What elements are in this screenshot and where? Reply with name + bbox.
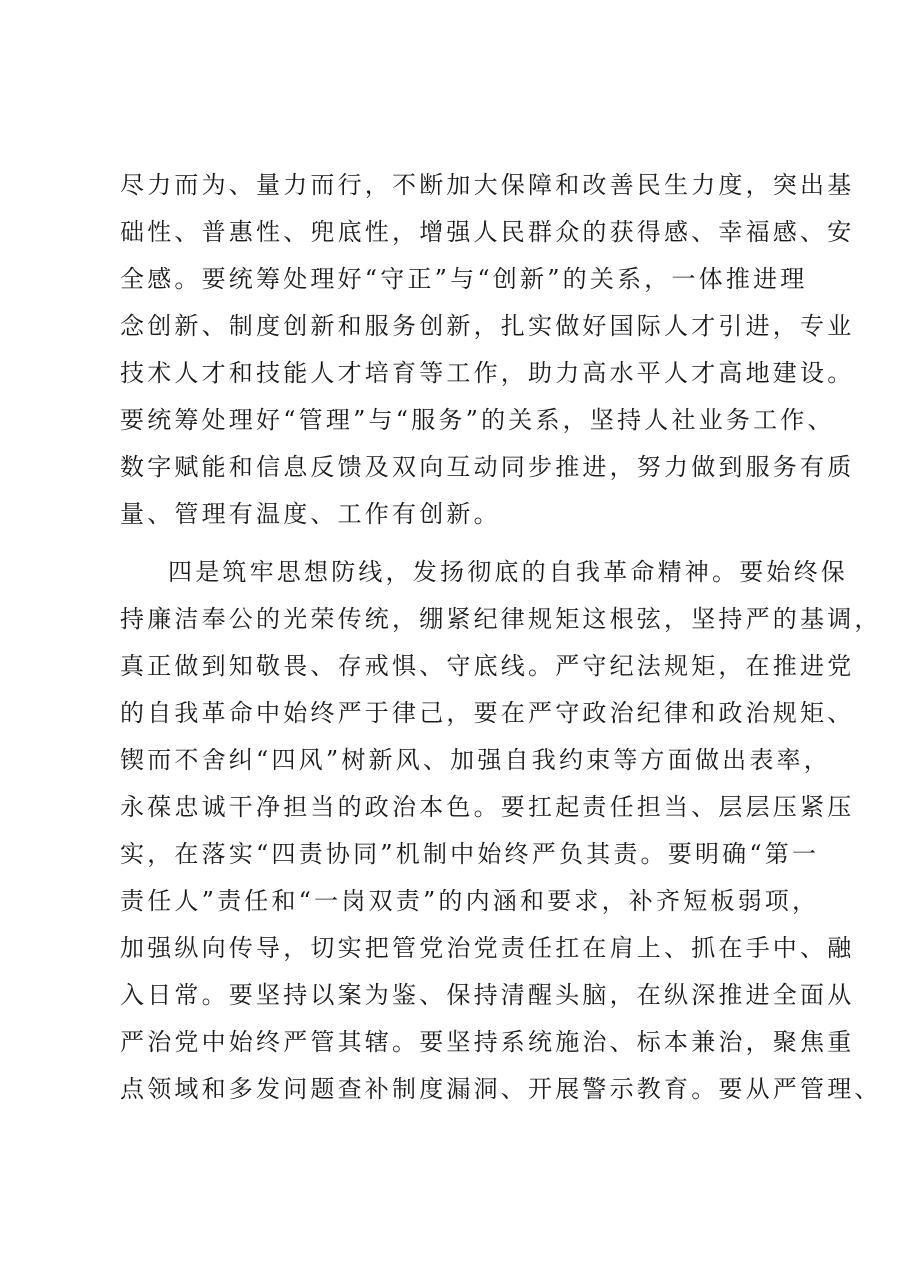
- text-line: 础性、普惠性、兜底性，增强人民群众的获得感、幸福感、安: [120, 218, 855, 246]
- paragraph-first-line: 四是筑牢思想防线，发扬彻底的自我革命精神。要始终保: [168, 558, 848, 586]
- text-line: 量、管理有温度、工作有创新。: [120, 500, 501, 528]
- text-line: 持廉洁奉公的光荣传统，绷紧纪律规矩这根弦，坚持严的基调，: [120, 605, 882, 633]
- text-line: 责任人”责任和“一岗双责”的内涵和要求，补齐短板弱项，: [120, 887, 820, 915]
- text-line: 点领域和多发问题查补制度漏洞、开展警示教育。要从严管理、: [120, 1075, 882, 1103]
- text-line: 的自我革命中始终严于律己，要在严守政治纪律和政治规矩、: [120, 699, 855, 727]
- text-line: 要统筹处理好“管理”与“服务”的关系，坚持人社业务工作、: [120, 406, 835, 434]
- text-line: 实，在落实“四责协同”机制中始终严负其责。要明确“第一: [120, 840, 820, 868]
- text-line: 永葆忠诚干净担当的政治本色。要扛起责任担当、层层压紧压: [120, 793, 855, 821]
- text-line: 真正做到知敬畏、存戒惧、守底线。严守纪法规矩，在推进党: [120, 652, 855, 680]
- text-line: 锲而不舍纠“四风”树新风、加强自我约束等方面做出表率，: [120, 746, 831, 774]
- text-line: 严治党中始终严管其辖。要坚持系统施治、标本兼治，聚焦重: [120, 1028, 855, 1056]
- text-line: 念创新、制度创新和服务创新，扎实做好国际人才引进，专业: [120, 312, 855, 340]
- text-line: 全感。要统筹处理好“守正”与“创新”的关系，一体推进理: [120, 265, 808, 293]
- text-line: 入日常。要坚持以案为鉴、保持清醒头脑，在纵深推进全面从: [120, 981, 855, 1009]
- text-line: 尽力而为、量力而行，不断加大保障和改善民生力度，突出基: [120, 171, 855, 199]
- text-line: 数字赋能和信息反馈及双向互动同步推进，努力做到服务有质: [120, 453, 855, 481]
- text-line: 技术人才和技能人才培育等工作，助力高水平人才高地建设。: [120, 359, 855, 387]
- text-line: 加强纵向传导，切实把管党治党责任扛在肩上、抓在手中、融: [120, 934, 855, 962]
